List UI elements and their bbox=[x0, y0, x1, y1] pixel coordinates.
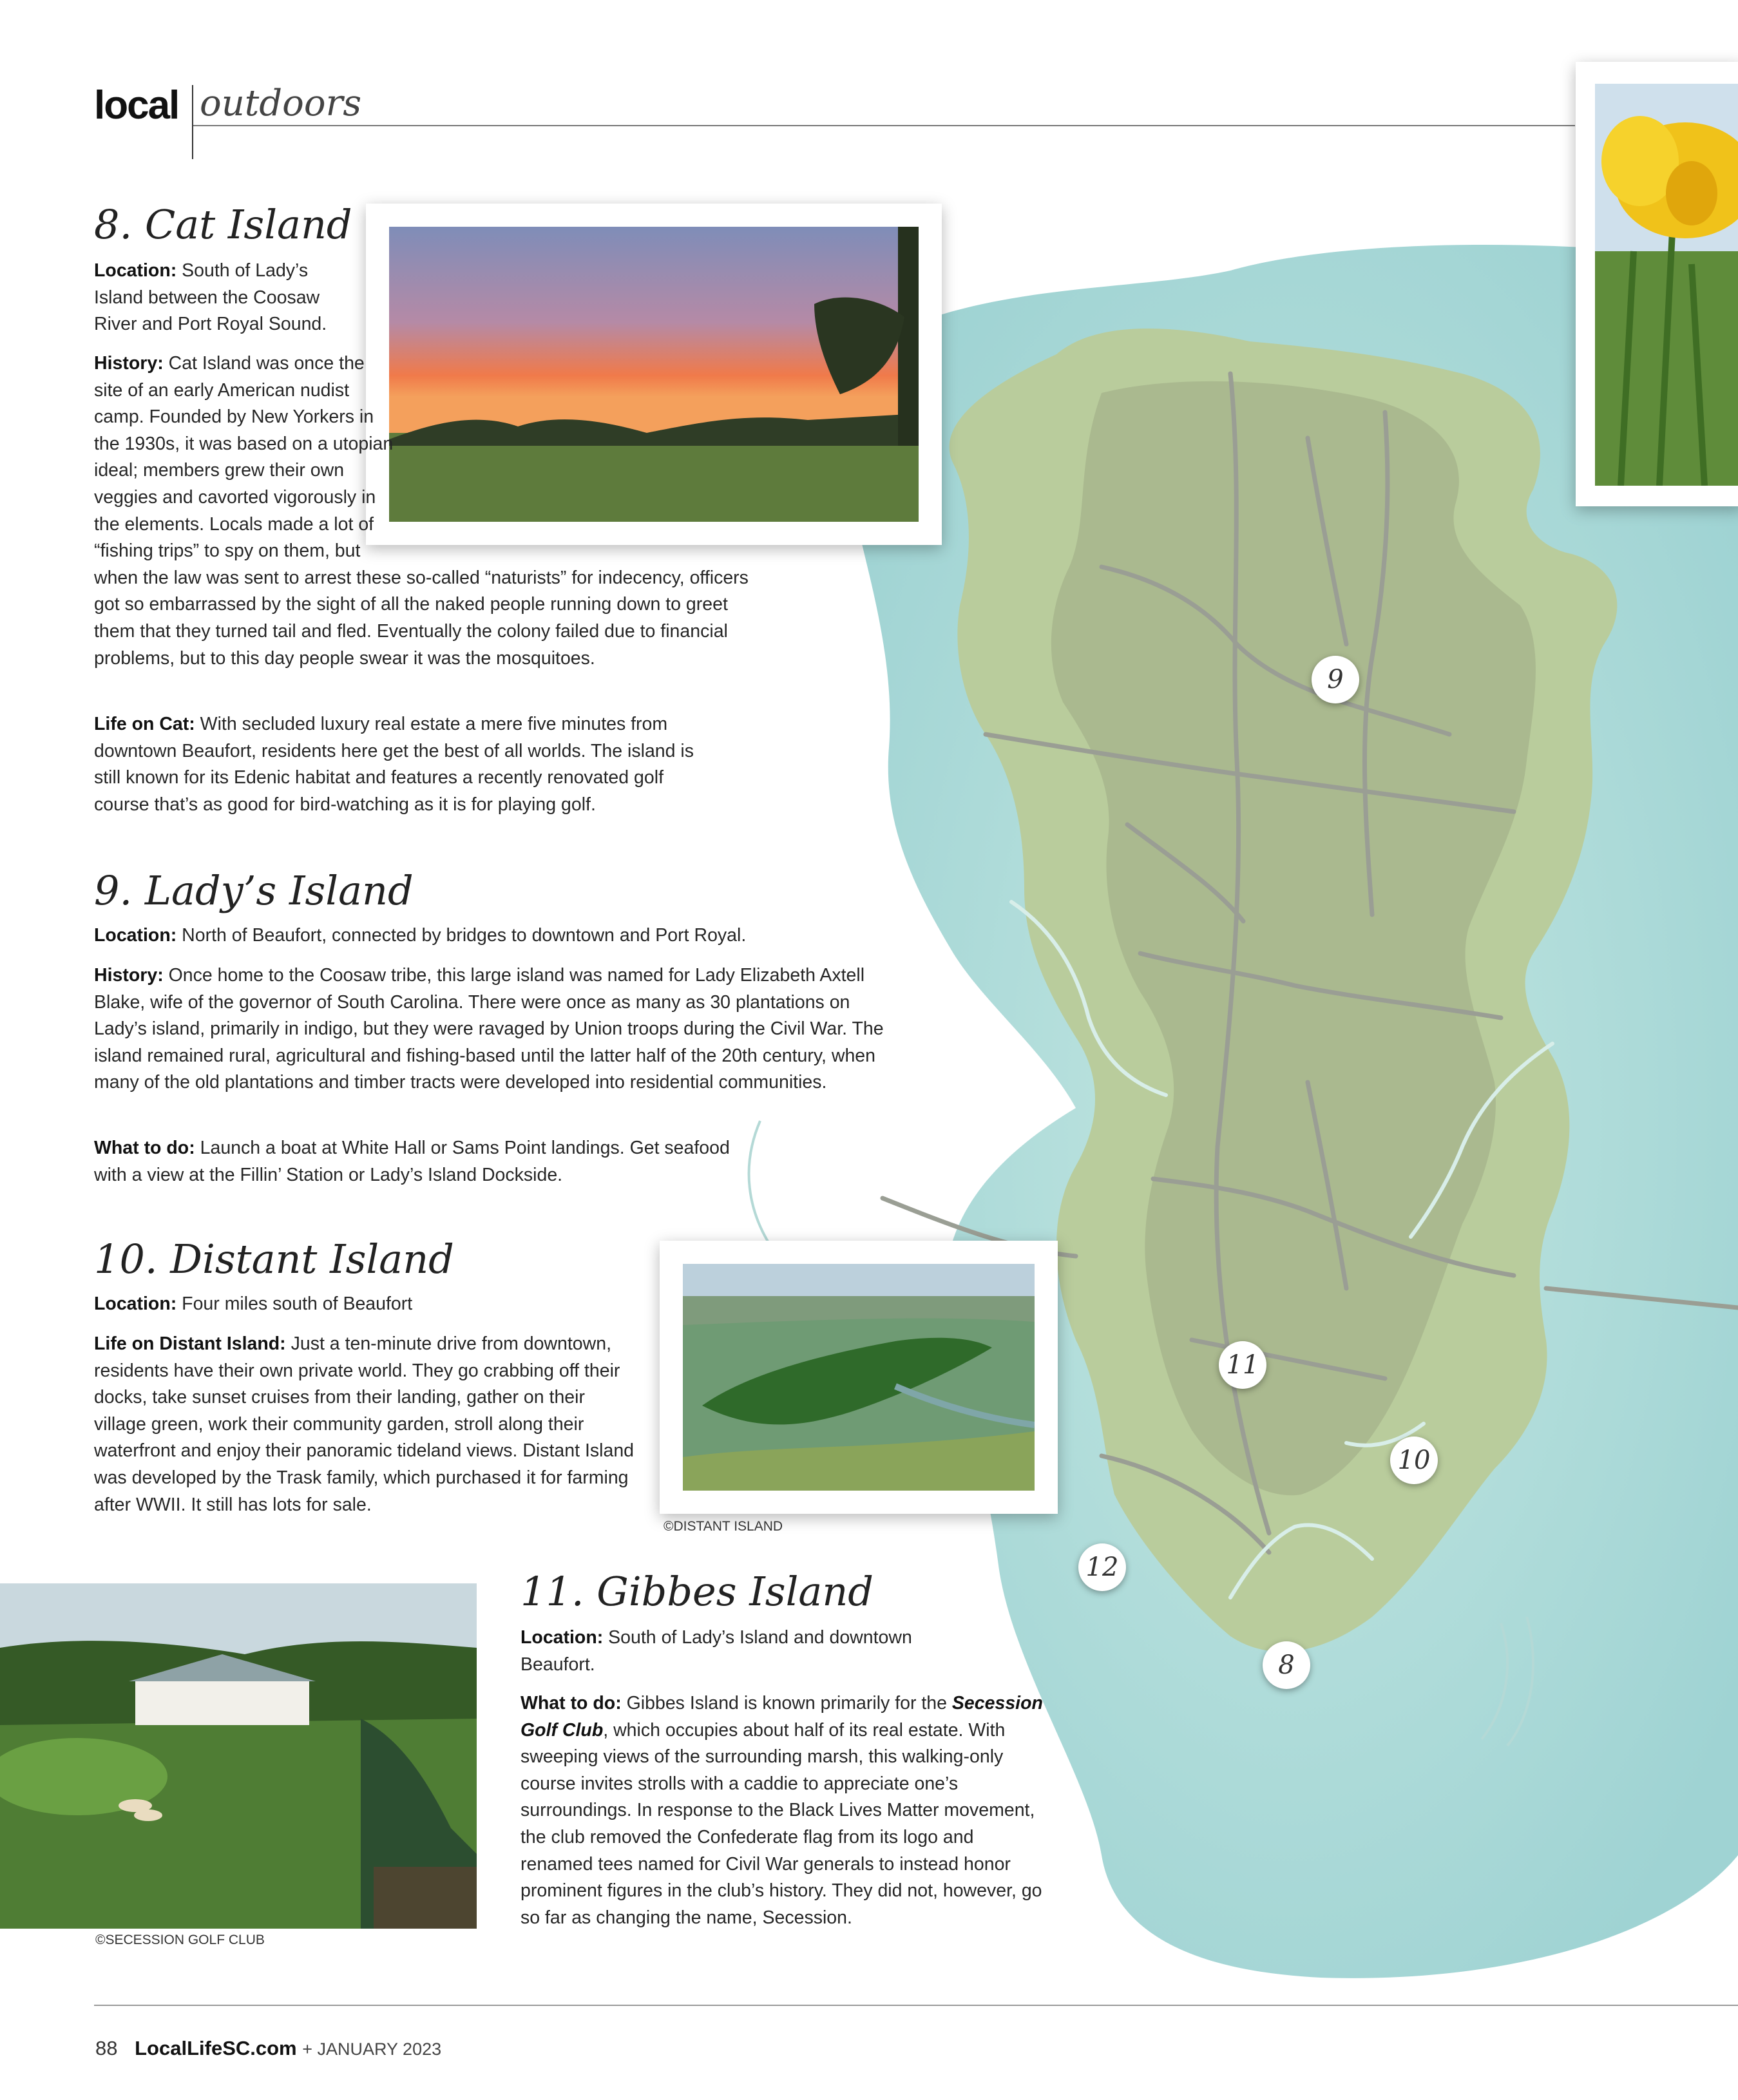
distant-life: Just a ten-minute drive from downtown, residents have their own private world. They go crabbing off their docks, take sunset cruises from their landing, gather on their village green, work their community garden, stroll along their waterfront and enjoy their panoramic tideland views. Distant Island was developed by the Trask family, which purchased it for farming after WWII. It still has lots for sale. bbox=[94, 1333, 635, 1515]
gibbes-location-label: Location: bbox=[520, 1627, 604, 1648]
map-marker-12[interactable]: 12 bbox=[1078, 1543, 1126, 1591]
ladys-history-label: History: bbox=[94, 965, 164, 986]
distant-photo-credit: ©DISTANT ISLAND bbox=[664, 1519, 783, 1534]
magazine-logo: local bbox=[94, 83, 179, 128]
cat-history: Cat Island was once the site of an early American nudist camp. Founded by New Yorkers in the 1930s, it was based on a utopian ideal; members grew their own veggies and cavorted vigorously in the elements. Locals made a lot of “fishing trips” to spy on them, but when the law was sent to arrest these so-called “naturists” for indecency, officers got so embarrassed by the sight of all the naked people running down to greet them that they turned tail and fled. Eventually the colony failed due to financial problems, but to this day people swear it was the mosquitoes. bbox=[94, 353, 749, 669]
ladys-island-title: 9. Lady’s Island bbox=[94, 867, 414, 914]
ladys-history-text bbox=[94, 962, 886, 1096]
cat-location: South of Lady’s Island between the Coosaw River and Port Royal Sound. bbox=[94, 260, 327, 335]
golf-club-photo bbox=[0, 1583, 477, 1929]
header-rule bbox=[193, 125, 1575, 126]
cat-location-text bbox=[94, 258, 339, 338]
gibbes-todo-text bbox=[520, 1690, 1049, 1931]
cat-history-label: History: bbox=[94, 353, 164, 374]
ladys-todo-text bbox=[94, 1135, 764, 1188]
cat-life: With secluded luxury real estate a mere five minutes from downtown Beaufort, residents here get the best of all worlds. The island is still known for its Edenic habitat and features a recently renovated golf course that’s as good for bird-watching as it is for playing golf. bbox=[94, 714, 694, 815]
gibbes-location-text bbox=[520, 1625, 933, 1678]
page-number: 88 bbox=[95, 2037, 118, 2059]
ladys-history: Once home to the Coosaw tribe, this large island was named for Lady Elizabeth Axtell Blake, wife of the governor of South Carolina. There were once as many as 30 plantations on Lady’s island, primarily in indigo, but they were ravaged by Union troops during the Civil War. The island remained rural, agricultural and fishing-based until the latter half of the 20th century, when many of the old plantations and timber tracts were developed into residential communities. bbox=[94, 965, 884, 1093]
cat-history-wrap bbox=[94, 350, 751, 672]
distant-location: Four miles south of Beaufort bbox=[182, 1293, 413, 1314]
distant-life-text bbox=[94, 1331, 635, 1518]
gibbes-todo-label: What to do: bbox=[520, 1693, 622, 1713]
distant-island-title: 10. Distant Island bbox=[94, 1236, 454, 1283]
ladys-todo-label: What to do: bbox=[94, 1138, 195, 1158]
cat-life-text bbox=[94, 711, 712, 818]
ladys-location-text bbox=[94, 922, 906, 950]
distant-island-photo-frame bbox=[660, 1241, 1058, 1514]
golf-photo-credit: ©SECESSION GOLF CLUB bbox=[95, 1933, 265, 1947]
gibbes-todo-pre: Gibbes Island is known primarily for the bbox=[626, 1693, 947, 1713]
gibbes-island-title: 11. Gibbes Island bbox=[520, 1568, 874, 1615]
map-marker-10[interactable]: 10 bbox=[1390, 1437, 1438, 1484]
ladys-location: North of Beaufort, connected by bridges to downtown and Port Royal. bbox=[182, 925, 747, 946]
daffodil-photo bbox=[1595, 84, 1738, 486]
ladys-todo: Launch a boat at White Hall or Sams Point landings. Get seafood with a view at the Fillin’ Station or Lady’s Island Dockside. bbox=[94, 1138, 730, 1185]
daffodil-photo-frame bbox=[1576, 62, 1738, 506]
secession-golf-club-name: Secession Golf Club bbox=[520, 1693, 1043, 1741]
header-divider bbox=[192, 85, 193, 159]
map-marker-8[interactable]: 8 bbox=[1263, 1641, 1310, 1689]
aerial-photo bbox=[683, 1264, 1035, 1491]
gibbes-todo-post: , which occupies about half of its real estate. With sweeping views of the surrounding marsh, this walking-only course invites strolls with a caddie to appreciate one’s surroundings. In response to the Black Lives Matter movement, the club removed the Confederate flag from its logo and renamed tees named for Civil War generals to instead honor prominent figures in the club’s history. They did not, however, go so far as changing the name, Secession. bbox=[520, 1719, 1042, 1928]
distant-location-label: Location: bbox=[94, 1293, 177, 1314]
cat-life-label: Life on Cat: bbox=[94, 714, 195, 734]
footer-folio bbox=[95, 2037, 441, 2060]
map-marker-9[interactable]: 9 bbox=[1312, 656, 1359, 703]
distant-location-text bbox=[94, 1291, 648, 1318]
ladys-location-label: Location: bbox=[94, 925, 177, 946]
gibbes-location: South of Lady’s Island and downtown Beaufort. bbox=[520, 1627, 912, 1675]
footer-rule bbox=[94, 2005, 1738, 2006]
issue-date: + JANUARY 2023 bbox=[302, 2039, 442, 2059]
cat-location-label: Location: bbox=[94, 260, 177, 281]
cat-island-title: 8. Cat Island bbox=[94, 201, 352, 248]
map-marker-11[interactable]: 11 bbox=[1219, 1341, 1266, 1389]
distant-life-label: Life on Distant Island: bbox=[94, 1333, 286, 1354]
section-name: outdoors bbox=[200, 82, 362, 124]
site-name: LocalLifeSC.com bbox=[135, 2037, 297, 2059]
